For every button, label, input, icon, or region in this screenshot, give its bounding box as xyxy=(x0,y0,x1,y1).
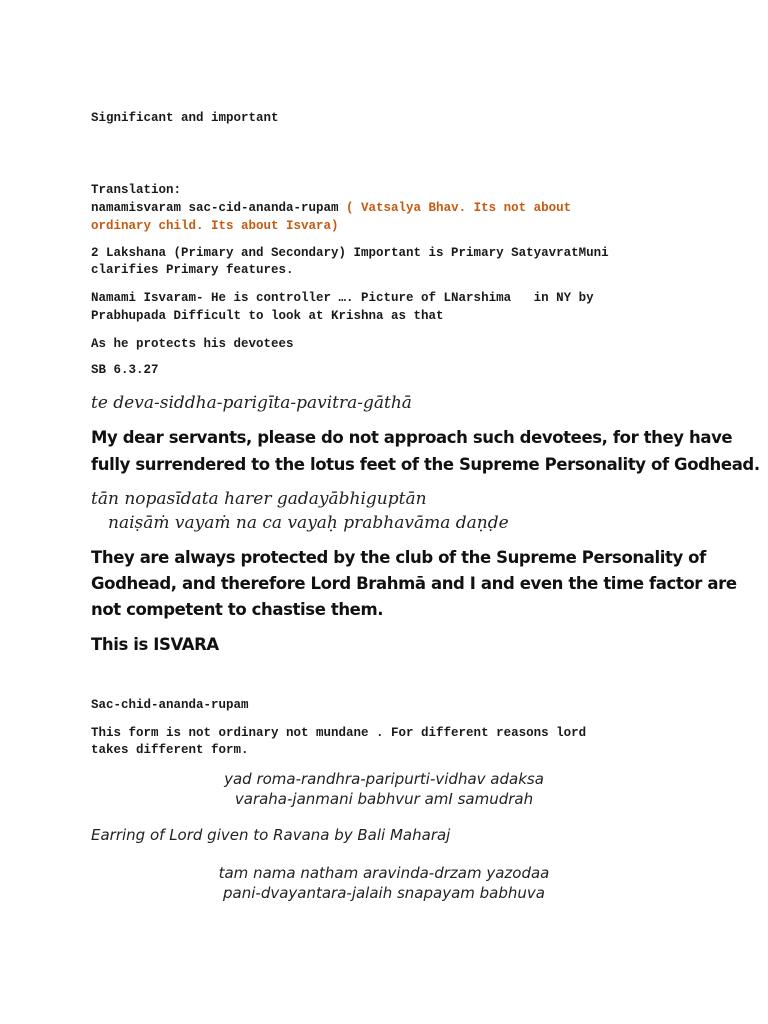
translation-2-line-1: They are always protected by the club of the Supreme Personality of xyxy=(91,548,706,567)
translation-2-line-3: not competent to chastise them. xyxy=(91,600,384,619)
verse-3-line-1: yad roma-randhra-paripurti-vidhav adaksa xyxy=(224,770,544,788)
translation-1-line-1: My dear servants, please do not approach such devotees, for they have xyxy=(91,428,733,447)
translation-1-line-2: fully surrendered to the lotus feet of the Supreme Personality of Godhead. xyxy=(91,455,760,474)
sb-reference: SB 6.3.27 xyxy=(91,363,159,377)
isvara-line: This is ISVARA xyxy=(91,635,219,654)
form-line-2: takes different form. xyxy=(91,743,249,757)
verse-1: te deva-siddha-parigīta-pavitra-gāthā xyxy=(91,393,412,413)
sac-chid-heading: Sac-chid-ananda-rupam xyxy=(91,698,249,712)
translation-note: ( Vatsalya Bhav. Its not about xyxy=(346,201,572,215)
verse-3-line-2: varaha-janmani babhvur amI samudrah xyxy=(234,790,534,808)
namami-line-2: Prabhupada Difficult to look at Krishna as that xyxy=(91,309,444,323)
translation-2-line-2: Godhead, and therefore Lord Brahmā and I and even the time factor are xyxy=(91,574,737,593)
lakshana-line-1: 2 Lakshana (Primary and Secondary) Important is Primary SatyavratMuni xyxy=(91,246,609,260)
earring-line: Earring of Lord given to Ravana by Bali Maharaj xyxy=(91,826,451,844)
verse-2-line-1: tān nopasīdata harer gadayābhiguptān xyxy=(91,489,427,509)
namami-line-1: Namami Isvaram- He is controller …. Picture of LNarshima in NY by xyxy=(91,291,594,305)
translation-sanskrit: namamisvaram sac-cid-ananda-rupam xyxy=(91,201,347,215)
heading-significant: Significant and important xyxy=(91,111,279,125)
translation-label: Translation: xyxy=(91,183,182,197)
protects-line: As he protects his devotees xyxy=(91,337,294,351)
lakshana-line-2: clarifies Primary features. xyxy=(91,263,294,277)
verse-4-line-2: pani-dvayantara-jalaih snapayam babhuva xyxy=(223,884,545,902)
verse-2-line-2: naiṣāṁ vayaṁ na ca vayaḥ prabhavāma daṇḍe xyxy=(108,513,509,533)
verse-4-line-1: tam nama natham aravinda-drzam yazodaa xyxy=(218,864,550,882)
translation-line-1 xyxy=(91,200,571,217)
translation-note-line-2: ordinary child. Its about Isvara) xyxy=(91,219,339,233)
form-line-1: This form is not ordinary not mundane . For different reasons lord xyxy=(91,726,587,740)
